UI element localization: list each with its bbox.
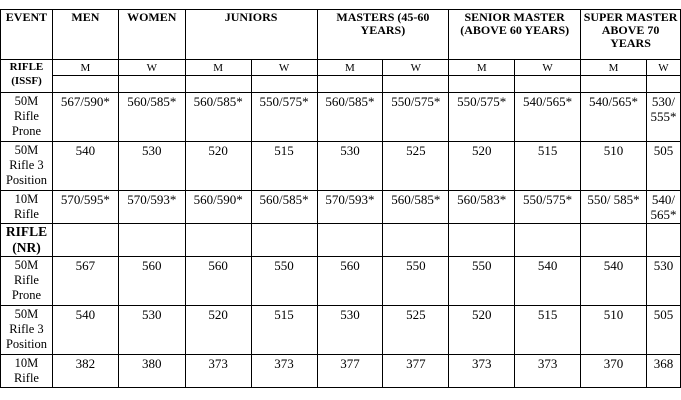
event-name: 10M Rifle [1,191,53,224]
score-cell: 550 [251,257,317,306]
score-cell: 377 [383,355,449,388]
score-cell: 520 [449,306,515,355]
blank-cell [581,224,647,257]
score-cell: 540 [515,257,581,306]
senior-master-header: SENIOR MASTER (ABOVE 60 YEARS) [449,10,581,60]
score-cell: 520 [185,142,251,191]
table-row [1,257,681,306]
score-cell: 560 [118,257,185,306]
score-cell: 370 [581,355,647,388]
score-cell: 550/575* [449,93,515,142]
blank-cell [515,224,581,257]
score-cell: 515 [515,142,581,191]
score-cell: 560/585* [185,93,251,142]
score-cell: 530 [317,306,383,355]
sub-header-cell: M [317,60,383,76]
sub-header-cell: M [449,60,515,76]
super-master-header: SUPER MASTER ABOVE 70 YEARS [581,10,681,60]
table-row [1,355,681,388]
score-cell: 525 [383,142,449,191]
score-cell: 530 [646,257,680,306]
score-cell: 570/593* [317,191,383,224]
score-cell: 515 [251,306,317,355]
score-cell: 505 [646,306,680,355]
score-cell: 530 [317,142,383,191]
blank-cell [581,76,647,93]
score-cell: 560/583* [449,191,515,224]
women-header: WOMEN [118,10,185,60]
sub-header-cell: W [383,60,449,76]
score-cell: 560 [185,257,251,306]
score-cell: 373 [185,355,251,388]
score-cell: 373 [449,355,515,388]
event-name: 50M Rifle 3 Position [1,306,53,355]
score-cell: 510 [581,306,647,355]
score-cell: 540 [52,142,118,191]
score-cell: 373 [515,355,581,388]
sub-header-cell: W [118,60,185,76]
blank-cell [449,224,515,257]
score-cell: 520 [185,306,251,355]
blank-cell [118,76,185,93]
blank-cell [383,76,449,93]
blank-cell [118,224,185,257]
score-cell: 520 [449,142,515,191]
score-cell: 540 [52,306,118,355]
score-cell: 515 [251,142,317,191]
blank-cell [383,224,449,257]
section-title-issf: RIFLE (ISSF) [1,60,53,93]
sub-header-cell: W [515,60,581,76]
section-issf-spacer [1,76,681,93]
blank-cell [251,224,317,257]
men-header: MEN [52,10,118,60]
masters-header: MASTERS (45-60 YEARS) [317,10,449,60]
blank-cell [515,76,581,93]
score-cell: 382 [52,355,118,388]
score-cell: 560/585* [317,93,383,142]
blank-cell [646,224,680,257]
sub-header-cell: W [251,60,317,76]
score-cell: 570/593* [118,191,185,224]
score-cell: 550/ 585* [581,191,647,224]
qualifying-scores-table [0,9,681,388]
score-cell: 380 [118,355,185,388]
blank-cell [646,76,680,93]
section-issf-row [1,60,681,76]
score-cell: 560/585* [383,191,449,224]
event-name: 10M Rifle [1,355,53,388]
header-row [1,10,681,60]
sub-header-cell: M [581,60,647,76]
score-cell: 515 [515,306,581,355]
score-cell: 377 [317,355,383,388]
event-name: 50M Rifle 3 Position [1,142,53,191]
score-cell: 550/575* [515,191,581,224]
sub-header-cell: M [52,60,118,76]
table-row [1,142,681,191]
table-row [1,306,681,355]
event-name: 50M Rifle Prone [1,93,53,142]
blank-cell [185,224,251,257]
score-cell: 530 [118,142,185,191]
score-cell: 505 [646,142,680,191]
score-cell: 540/565* [581,93,647,142]
section-nr-row [1,224,681,257]
score-cell: 525 [383,306,449,355]
score-cell: 373 [251,355,317,388]
event-name: 50M Rifle Prone [1,257,53,306]
score-cell: 510 [581,142,647,191]
score-cell: 530 [118,306,185,355]
blank-cell [251,76,317,93]
sub-header-cell: W [646,60,680,76]
score-cell: 550/575* [251,93,317,142]
score-cell: 540 [581,257,647,306]
score-cell: 570/595* [52,191,118,224]
score-cell: 550/575* [383,93,449,142]
score-cell: 560/585* [118,93,185,142]
blank-cell [52,224,118,257]
section-title-nr: RIFLE (NR) [1,224,53,257]
table-row [1,93,681,142]
juniors-header: JUNIORS [185,10,317,60]
score-cell: 567 [52,257,118,306]
score-cell: 550 [449,257,515,306]
blank-cell [185,76,251,93]
blank-cell [317,224,383,257]
score-cell: 560/585* [251,191,317,224]
score-cell: 540/565* [515,93,581,142]
score-cell: 567/590* [52,93,118,142]
blank-cell [317,76,383,93]
score-cell: 550 [383,257,449,306]
sub-header-cell: M [185,60,251,76]
table-row [1,191,681,224]
score-cell: 560 [317,257,383,306]
score-cell: 560/590* [185,191,251,224]
blank-cell [449,76,515,93]
score-cell: 540/ 565* [646,191,680,224]
score-cell: 368 [646,355,680,388]
blank-cell [52,76,118,93]
score-cell: 530/ 555* [646,93,680,142]
event-header: EVENT [1,10,53,60]
